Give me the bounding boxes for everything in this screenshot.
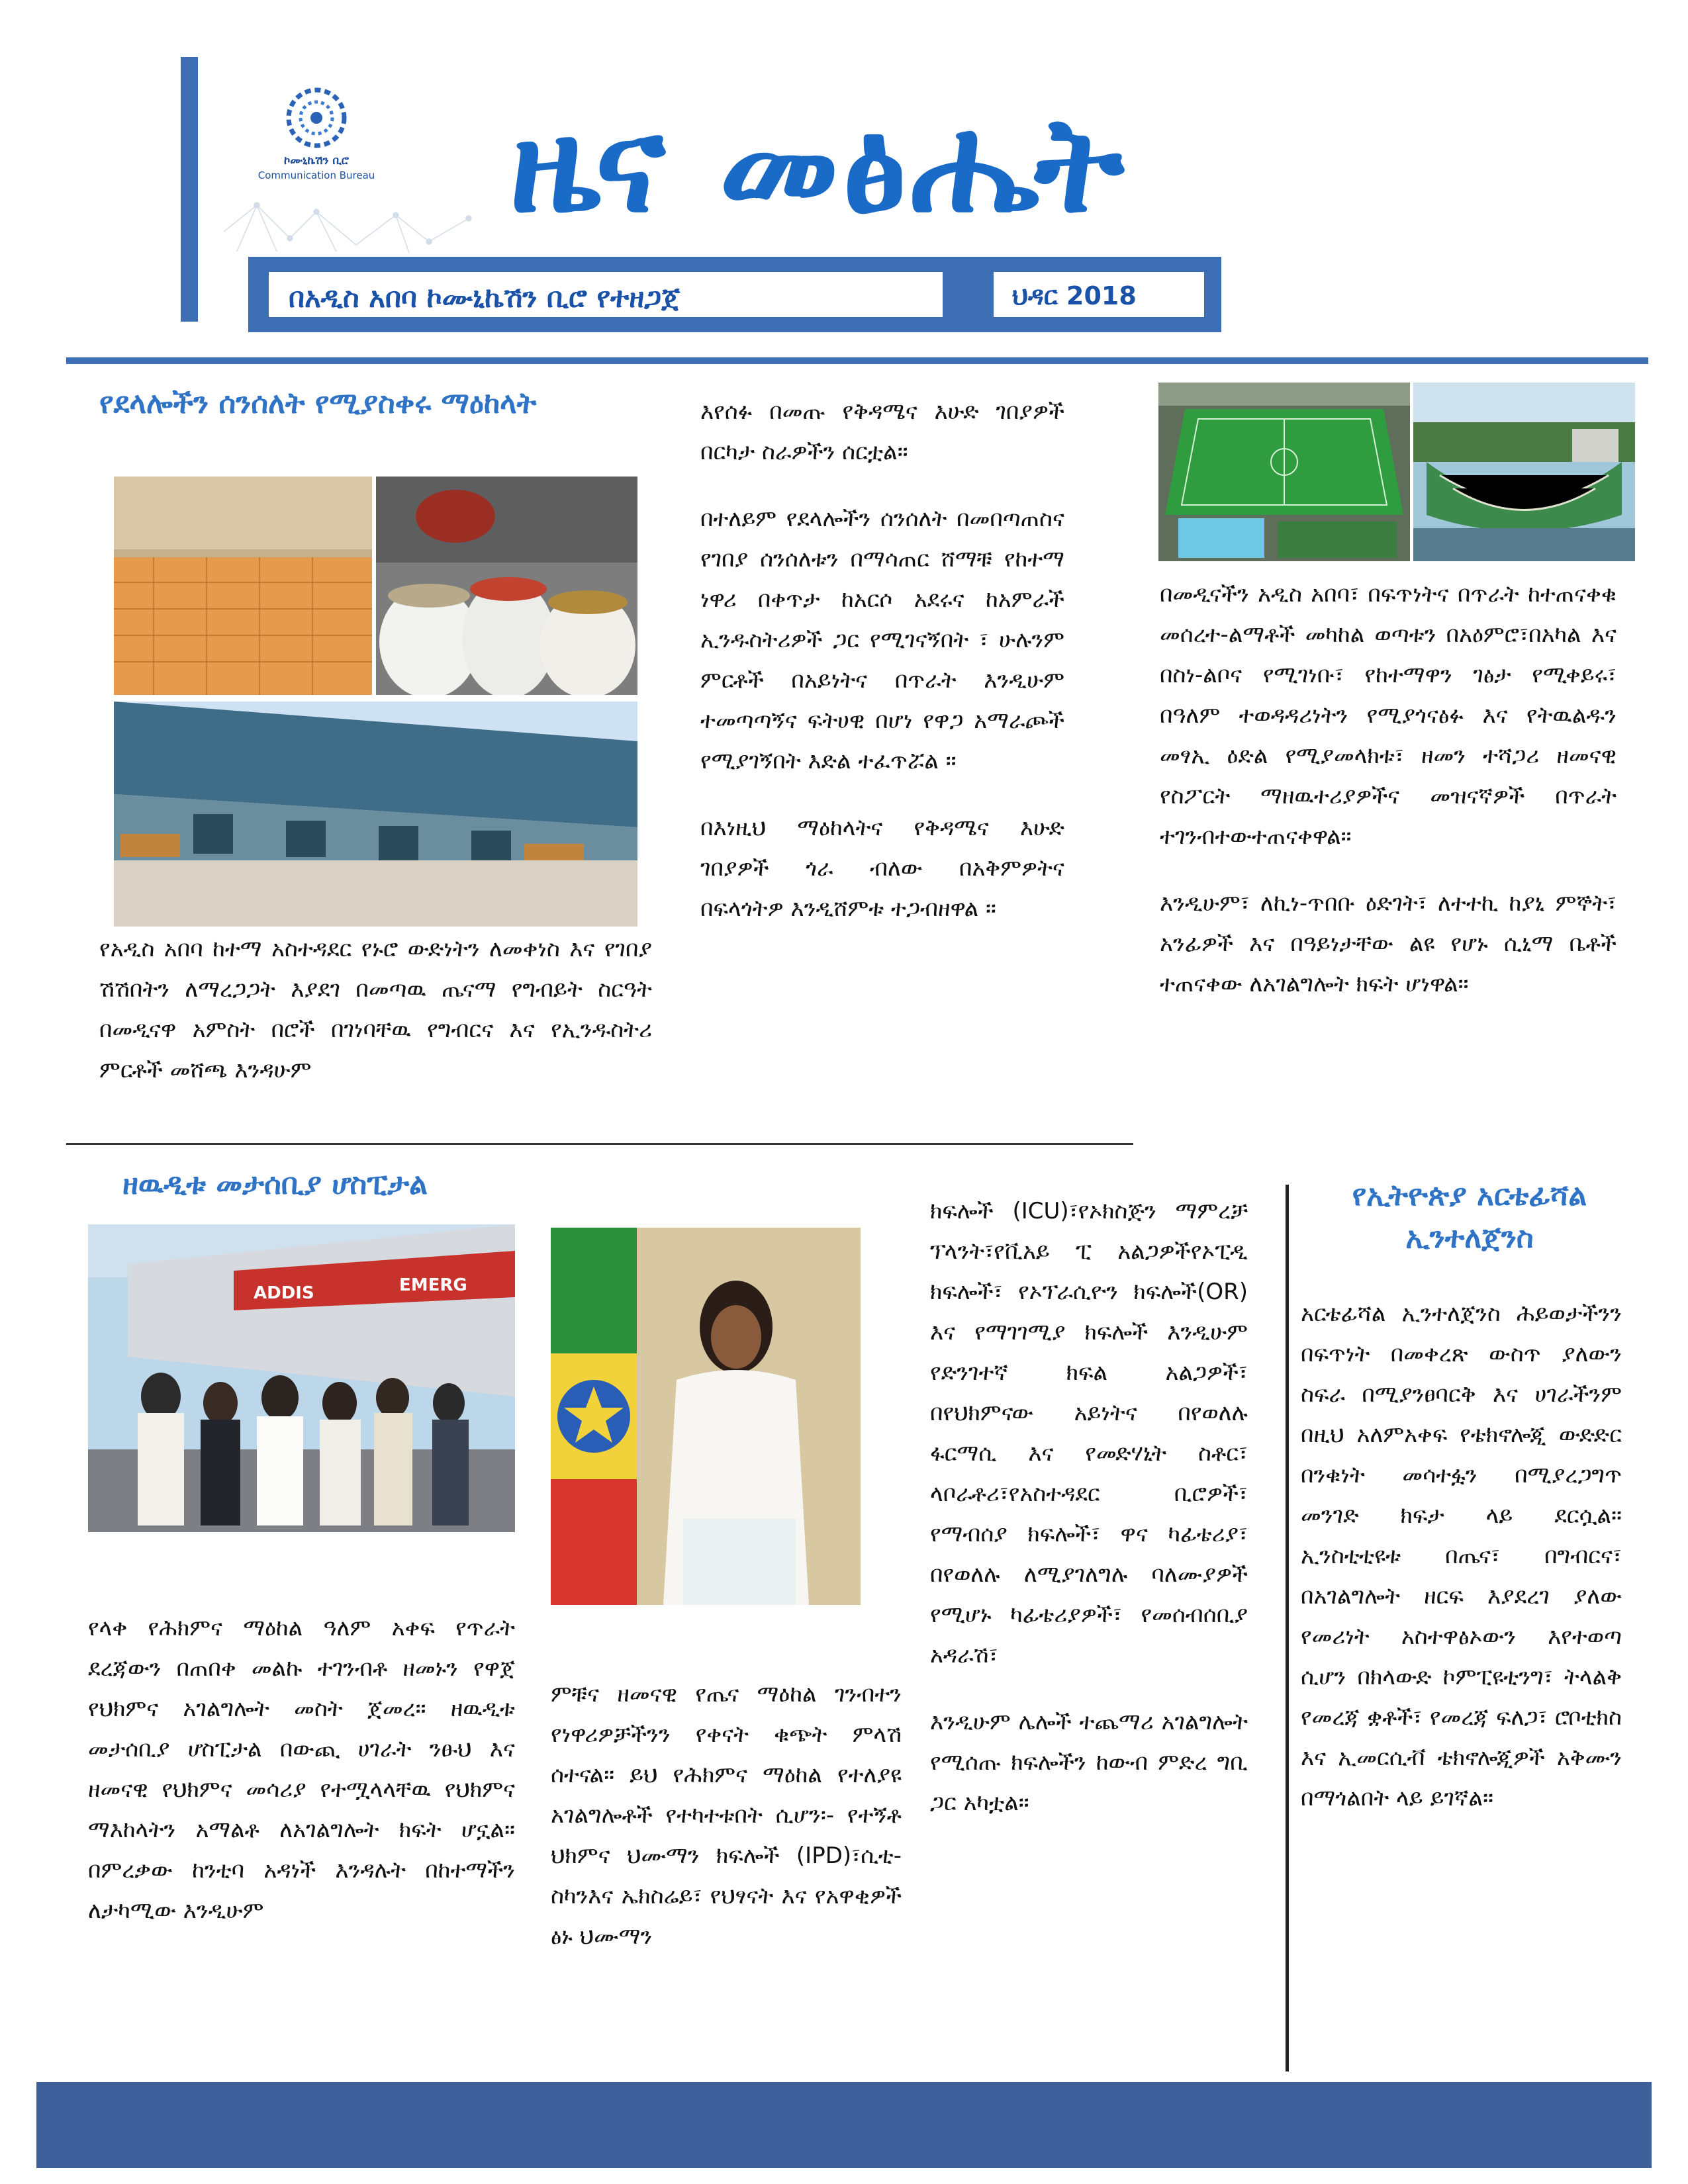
article1-paragraph: እየሰፉ በመጡ የቅዳሜና እሁድ ገበያዎች በርካታ ስራዎችን ሰርቷል። — [700, 398, 1064, 465]
subtitle-box — [261, 265, 950, 324]
svg-text:ADDIS: ADDIS — [254, 1283, 314, 1303]
section-divider — [66, 1143, 1133, 1145]
article1-heading: የደላሎችን ሰንሰለት የሚያስቀሩ ማዕከላት — [99, 387, 537, 420]
article4-body: አርቴፊሻል ኢንተለጀንስ ሕይወታችንን በፍጥነት በመቀረጽ ውስጥ ያለውን ስፍራ በሚያንፀባርቅ እና ሀገራችንም በዚህ አለምአቀፍ የቴክኖሎጂ ውድድር በንቁነት መሳተፏን በሚያረጋግጥ መንገድ ክፍታ ላይ ደርሷል። ኢንስቲቲዩቱ በጤና፣ በግብርና፣ በአገልግሎት ዘርፍ እያደረገ ያለው የመሪነት አስተዋፅኦውን እየተወጣ ሲሆን በክላውድ ኮምፒዩቲንግ፣ ትላልቅ የመረጃ ቋቶች፣ የመረጃ ፍለጋ፣ ሮቦቲክስ እና ኢመርሲቭ ቴክኖሎጂዎች አቅሙን በማጎልበት ላይ ይገኛል። — [1301, 1300, 1622, 1811]
subtitle-text: በአዲስ አበባ ኮሙኒኬሽን ቢሮ የተዘጋጀ — [289, 281, 680, 314]
newsletter-title: ዜና መፅሔት — [510, 88, 1128, 242]
article2-column — [1160, 574, 1617, 1031]
market-center-photo — [114, 702, 637, 927]
svg-text:EMERG: EMERG — [399, 1275, 467, 1295]
svg-text:ኮሙኒኬሽን ቢሮ: ኮሙኒኬሽን ቢሮ — [283, 154, 350, 167]
bureau-logo — [211, 79, 489, 258]
date-box — [986, 265, 1211, 324]
article3-paragraph: ክፍሎች (ICU)፣የኦክስጅን ማምረቻ ፕላንት፣የቪአይ ፒ አልጋዎችየኦፒዲ ክፍሎች፣ የኦፕራሲዮን ክፍሎች(OR) እና የማገገሚያ ክፍሎች እንዲሁም የድንገተኛ ክፍል አልጋዎች፣ በየህክምናው አይነትና በየወለሉ ፋርማሲ እና የመድሃኒት ስቶር፣ ላቦራቶሪ፣የአስተዳደር ቢሮዎች፣ የማብሰያ ክፍሎች፣ ዋና ካፊቴሪያ፣ በየወለሉ ለሚያገለግሉ ባለሙያዎች የሚሆኑ ካፊቴሪያዎች፣ የመሰብሰቢያ አዳራሽ፣ — [930, 1198, 1248, 1668]
hospital-visit-photo — [88, 1224, 515, 1532]
article1-caption: የአዲስ አበባ ከተማ አስተዳደር የኑሮ ውድነትን ለመቀነስ እና የገበያ ሽሽበትን ለማረጋጋት እያደገ በመጣዉ ጤናማ የግብይት ስርዓት በመዲናዋ አምስት በሮች በገነባቸዉ የግብርና እና የኢንዱስትሪ ምርቶች መሸጫ እንዳሁም — [99, 936, 652, 1083]
article2-paragraph: እንዲሁም፣ ለኪነ-ጥበቡ ዕድገት፣ ለተተኪ ከያኒ ምኞት፣ አንፊዎች እና በዓይነታቸው ልዩ የሆኑ ሲኒማ ቤቶች ተጠናቀው ለአገልግሎት ክፍት ሆነዋል። — [1160, 890, 1617, 997]
article2-paragraph: በመዲናችን አዲስ አበባ፣ በፍጥነትና በጥራት ከተጠናቀቁ መሰረተ-ልማቶች መካከል ወጣቱን በአዕምሮ፣በአካል እና በስነ-ልቦና የሚገነቡ፣ የከተማዋን ገፅታ የሚቀይሩ፣ በዓለም ተወዳዳሪነትን የሚያጎናፅፉ እና የትዉልዱን መፃኢ ዕድል የሚያመላክቱ፣ ዘመን ተሻጋሪ ዘመናዊ የስፖርት ማዘዉተሪያዎችና መዝናኛዎች በጥራት ተገንብተውተጠናቀዋል። — [1160, 581, 1617, 850]
mayor-speech-photo — [551, 1228, 861, 1605]
header-rule — [66, 357, 1648, 364]
stadium-photo — [1158, 383, 1410, 561]
amphitheater-photo — [1413, 383, 1635, 561]
masthead-accent-bar — [181, 57, 198, 322]
article3-column3 — [930, 1191, 1248, 1850]
article1-paragraph: በእነዚህ ማዕከላትና የቅዳሜና እሁድ ገበያዎች ጎራ ብለው በአቅምዎትና በፍላጎትዎ እንዲሸምቱ ተጋብዘዋል ። — [700, 815, 1064, 922]
article3-column1: የላቀ የሕክምና ማዕከል ዓለም አቀፍ የጥራት ደረጃውን በጠበቀ መልኩ ተገንብቶ ዘመኑን የዋጀ የህክምና አገልግሎት መስት ጀመረ። ዘዉዲቱ መታሰቢያ ሆስፒታል በውጪ ሀገራት ንፁህ እና ዘመናዊ የህክምና መሳሪያ የተሟላላቸዉ የህክምና ማእከላትን አማልቶ ለአገልግሎት ክፍት ሆኗል። በምረቃው ከንቲባ አዳነች እንዳሉት በከተማችን ለታካሚው እንዲሁም — [88, 1615, 515, 1924]
article4-heading: የኢትዮጵያ አርቴፊሻል ኢንተለጀንስ — [1352, 1179, 1587, 1255]
issue-date: ህዳር 2018 — [1012, 281, 1137, 310]
article1-paragraph: በተለይም የደላሎችን ሰንሰለት በመበጣጠስና የገበያ ሰንሰለቱን በማሳጠር ሸማቹ የከተማ ነዋሪ በቀጥታ ከአርሶ አደሩና ከአምራች ኢንዱስትሪዎች ጋር የሚገናኝበት ፣ ሁሉንም ምርቶች በአይነትና በጥራት እንዲሁም ተመጣጣኝና ፍትሀዊ በሆነ የዋጋ አማራጮች የሚያገኝበት እድል ተፈጥሯል ። — [700, 506, 1064, 774]
article3-column2: ምቹና ዘመናዊ የጤና ማዕከል ገንብተን የነዋሪዎቻችንን የቀናት ቁጭት ምላሽ ሰተናል። ይህ የሕክምና ማዕከል የተለያዩ አገልግሎቶች የተካተቱበት ሲሆን፡- የተኝቶ ህክምና ህሙማን ክፍሎች (IPD)፣ሲቲ-ስካንእና ኤክስሬይ፣ የህፃናት እና የአዋቂዎች ፅኑ ህሙማን — [551, 1681, 902, 1950]
network-logo-icon — [211, 79, 489, 258]
article1-column2 — [700, 392, 1064, 956]
svg-text:Communication Bureau: Communication Bureau — [258, 169, 375, 181]
footer-bar — [36, 2082, 1652, 2168]
article3-heading: ዘዉዲቱ መታሰቢያ ሆስፒታል — [122, 1167, 428, 1201]
article3-paragraph: እንዲሁም ሌሎች ተጨማሪ አገልግሎት የሚሰጡ ክፍሎችን ከውብ ምድረ ግቢ ጋር አካቷል። — [930, 1709, 1248, 1816]
eggs-photo — [114, 477, 372, 695]
column-divider — [1286, 1185, 1289, 2071]
spice-sacks-photo — [376, 477, 637, 695]
